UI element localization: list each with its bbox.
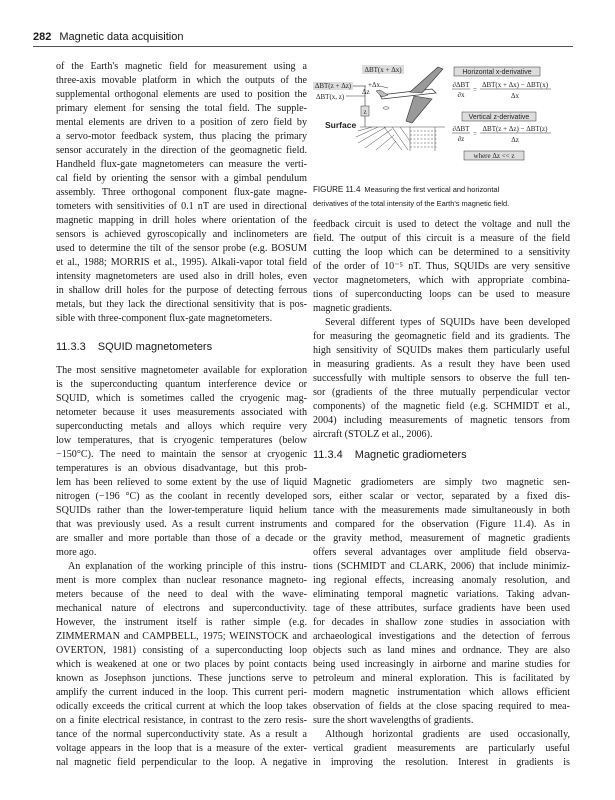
- text-line: SQUIDs rather than the lower-temperature liquid helium: [56, 505, 307, 516]
- text-line: on a finite electrical resistance, in contrast to the zero resis-: [56, 715, 307, 726]
- text-line: superconducting metals and alloys which require very: [56, 421, 307, 432]
- label-z-dz: ΔBT(z + Δz): [314, 82, 352, 90]
- text-line: temperatures is an obvious disadvantage, but this prob-: [56, 463, 307, 474]
- text-line: Handheld flux-gate magnetometers can measure the verti-: [56, 159, 307, 170]
- caption-line: derivatives of the total intensity of the Earth's magnetic field.: [313, 199, 510, 208]
- text-line: objects such as land mines and ordnance. They are also: [313, 645, 570, 656]
- text-line: OVERTON, 1981) consisting of a superconducting loop: [56, 645, 307, 656]
- text-line: magnetic gradients.: [313, 303, 393, 314]
- vertical-lhs-den: ∂z: [457, 135, 465, 143]
- text-line: assembly. Three orthogonal component flux-gate magne-: [56, 187, 307, 198]
- text-line: Several different types of SQUIDs have been developed: [325, 317, 570, 328]
- vertical-title: Vertical z-derivative: [468, 114, 530, 121]
- text-line: −150°C). The need to maintain the sensor at cryogenic: [56, 449, 307, 460]
- running-header: [33, 31, 184, 43]
- label-dz: Δz: [362, 88, 370, 96]
- text-line: which is weakened at one or two places by point contacts: [56, 659, 307, 670]
- text-line: odically exceeds the critical current at which the loop takes: [56, 701, 307, 712]
- text-line: supplemental orthogonal elements are used to position the: [56, 89, 307, 100]
- figure-caption: [313, 183, 573, 211]
- text-line: three-axis movable platform in which the outputs of the: [56, 75, 307, 86]
- text-line: and compared for the observation (Figure 11.4). As in: [313, 519, 570, 530]
- text-line: that was previously used. As a result current instruments: [56, 519, 307, 530]
- text-line: the gravity method, measurement of magnetic gradients: [313, 533, 570, 544]
- right-column-bottom: [313, 476, 570, 770]
- label-surface: Surface: [325, 120, 357, 130]
- text-line: magnetic mapping in drill holes where orientation of the: [56, 215, 307, 226]
- horizontal-rhs-den: Δx: [510, 92, 520, 100]
- text-line: ment is more complex than nuclear resonance magneto-: [56, 575, 307, 586]
- header-rule: [33, 46, 573, 47]
- text-line: are smaller and more portable than those of a decade or: [56, 533, 307, 544]
- section-title: Magnetic gradiometers: [354, 449, 467, 461]
- paragraph: [313, 316, 570, 442]
- text-line: sure the short wavelengths of gradients.: [313, 715, 474, 726]
- text-line: used to determine the tilt of the sensor probe (e.g. BOSUM: [56, 243, 307, 254]
- text-line: sor (gradients of the three mutually perpendicular vector: [313, 387, 570, 398]
- caption-label: FIGURE 11.4: [313, 185, 361, 194]
- vertical-rhs-den: Δz: [511, 136, 519, 144]
- text-line: being used increasingly in airborne and marine studies for: [313, 659, 570, 670]
- text-line: An explanation of the working principle of this instru-: [68, 561, 307, 572]
- page-number: 282: [33, 31, 52, 43]
- text-line: nal magnetic field perpendicular to the loop. A negative: [56, 757, 307, 768]
- text-line: high sensitivity of SQUIDs makes them particularly useful: [313, 345, 570, 356]
- right-column-top: [313, 218, 570, 442]
- text-line: of the Earth's magnetic field for measurement using a: [56, 61, 307, 72]
- section-heading-squid: [56, 341, 212, 353]
- text-line: lem has been relieved to some extent by the use of liquid: [56, 477, 307, 488]
- equals: =: [473, 130, 477, 138]
- text-line: nitrogen (−196 °C) as the coolant in recently developed: [56, 491, 307, 502]
- text-line: successfully with multiple sensors to observe the full ten-: [313, 373, 570, 384]
- section-number: 11.3.4: [313, 449, 343, 461]
- text-line: offers several advantages over amplitude field observa-: [313, 547, 570, 558]
- vertical-lhs-num: ∂ΔBT: [452, 125, 470, 133]
- text-line: low temperatures, that is cryogenic temperatures (below: [56, 435, 307, 446]
- text-line: meters because of the need to deal with the wave-: [56, 589, 307, 600]
- text-line: observation of fields at the close spacing required to mea-: [313, 701, 570, 712]
- text-line: components) of the magnetic field (e.g. SCHMIDT et al.,: [313, 401, 570, 412]
- text-line: ZIMMERMAN and CAMPBELL, 1975; WEINSTOCK and: [56, 631, 307, 642]
- paragraph: [313, 218, 570, 316]
- text-line: mechanical nature of electrons and superconductivity.: [56, 603, 307, 614]
- text-line: in shallow drill holes for the purpose of detecting ferrous: [56, 285, 307, 296]
- section-number: 11.3.3: [56, 341, 86, 353]
- text-line: tions (SCHMIDT and CLARK, 2006) that include minimiz-: [313, 561, 570, 572]
- equals: =: [473, 86, 477, 94]
- text-line: The most sensitive magnetometer available for exploration: [56, 365, 307, 376]
- text-line: netometer because it uses measurements associated with: [56, 407, 307, 418]
- text-line: for measuring the geomagnetic field and its gradients. The: [313, 331, 570, 342]
- text-line: sors, either scalar or vector, separated by a fixed dis-: [313, 491, 570, 502]
- text-line: for decades in shallow zone studies in association with: [313, 617, 570, 628]
- text-line: 2004) including measurements of magnetic tensors from: [313, 415, 570, 426]
- text-line: sensor accurately in the direction of the geomagnetic field.: [56, 145, 307, 156]
- text-line: sible with three-component flux-gate magnetometers.: [56, 313, 273, 324]
- paragraph: [56, 560, 307, 770]
- text-line: tance of the normal superconductivity state. As a result a: [56, 729, 307, 740]
- text-line: more ago.: [56, 547, 97, 558]
- text-line: voltage appears in the loop that is a measure of the exter-: [56, 743, 307, 754]
- text-line: mental elements are driven to a position of zero field by: [56, 117, 307, 128]
- text-line: a servo-motor feedback system, thus placing the primary: [56, 131, 307, 142]
- paragraph: [56, 364, 307, 560]
- text-line: cal field by orienting the sensor with a gimbal pendulum: [56, 173, 307, 184]
- figure-11-4: [310, 55, 610, 180]
- text-line: sensors is achieved gyroscopically and inclinometers are: [56, 229, 307, 240]
- text-line: Magnetic gradiometers are simply two magnetic sen-: [313, 477, 570, 488]
- text-line: in measuring gradients. As a result they have been used: [313, 359, 570, 370]
- text-line: intensity magnetometers are used also in drill holes, even: [56, 271, 307, 282]
- label-z: z: [363, 108, 367, 116]
- text-line: eliminating temporal magnetic variations. Taking advan-: [313, 589, 570, 600]
- text-line: vector magnetometers, which with appropriate combina-: [313, 275, 570, 286]
- horizontal-rhs-num: ΔBT(x + Δx) − ΔBT(x): [481, 81, 549, 89]
- horizontal-lhs-num: ∂ΔBT: [452, 81, 470, 89]
- text-line: metals, but they lack the directional sensitivity that is pos-: [56, 299, 307, 310]
- left-column-bottom: [56, 364, 307, 770]
- text-line: aircraft (STOLZ et al., 2006).: [313, 429, 433, 440]
- text-line: modern magnetic instrumentation which allows efficient: [313, 687, 570, 698]
- text-line: SQUID, which is sometimes called the cryogenic mag-: [56, 393, 307, 404]
- label-plus-dx: +Δx: [368, 81, 380, 89]
- text-line: cutting the loop which can be determined to a sensitivity: [313, 247, 570, 258]
- text-line: archaeological investigations and the detection of ferrous: [313, 631, 570, 642]
- text-line: et al., 1988; MORRIS et al., 1995). Alkali-vapor total field: [56, 257, 307, 268]
- vertical-rhs-num: ΔBT(z + Δz) − ΔBT(z): [482, 125, 548, 133]
- paragraph: [313, 728, 570, 770]
- condition: where Δz << z: [473, 152, 515, 160]
- text-line: feedback circuit is used to detect the voltage and null the: [313, 219, 570, 230]
- label-top: ΔBT(x + Δx): [364, 66, 402, 74]
- text-line: field. The output of this circuit is a measure of the field: [313, 233, 570, 244]
- paragraph: [313, 476, 570, 728]
- text-line: of the order of 10⁻⁵ nT. Thus, SQUIDs are very sensitive: [313, 261, 570, 272]
- text-line: petroleum and mineral exploration. This is facilitated by: [313, 673, 570, 684]
- horizontal-title: Horizontal x-derivative: [462, 69, 532, 76]
- text-line: tage of these attributes, surface gradients have been used: [313, 603, 570, 614]
- airplane-icon: [376, 67, 443, 123]
- text-line: vertical gradient measurements are particularly useful: [313, 743, 570, 754]
- text-line: tions of superconducting loops can be used to measure: [313, 289, 570, 300]
- text-line: is the superconducting quantum interference device or: [56, 379, 307, 390]
- horizontal-lhs-den: ∂x: [457, 91, 465, 99]
- section-heading-gradiometers: [313, 449, 467, 461]
- text-line: However, the instrument itself is rather simple (e.g.: [56, 617, 307, 628]
- text-line: known as Josephson junctions. These junctions serve to: [56, 673, 307, 684]
- section-title: SQUID magnetometers: [97, 341, 213, 353]
- ground-cross-section: [356, 127, 445, 151]
- text-line: in improving the resolution. Interest in gradients is: [313, 757, 570, 768]
- text-line: tance with the measurements made simultaneously in both: [313, 505, 570, 516]
- label-xz: ΔBT(x, z): [316, 93, 345, 101]
- paragraph: [56, 60, 307, 326]
- caption-line: Measuring the first vertical and horizontal: [364, 185, 500, 194]
- text-line: Although horizontal gradients are used occasionally,: [325, 729, 570, 740]
- text-line: primary element for sensing the total field. The supple-: [56, 103, 307, 114]
- text-line: tometers with sensitivities of 0.1 nT are used in directional: [56, 201, 307, 212]
- text-line: ing regional effects, increasing anomaly resolution, and: [313, 575, 570, 586]
- running-title: Magnetic data acquisition: [59, 31, 184, 43]
- text-line: amplify the current induced in the loop. This current peri-: [56, 687, 307, 698]
- left-column-top: [56, 60, 307, 326]
